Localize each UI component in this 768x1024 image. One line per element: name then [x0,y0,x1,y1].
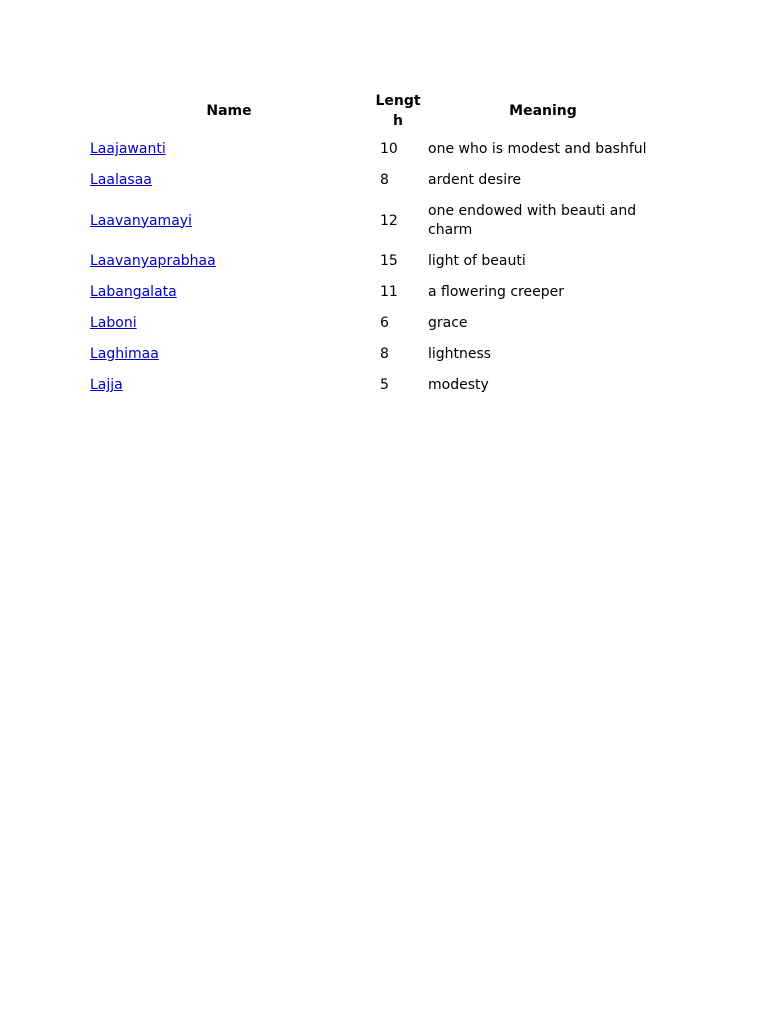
meaning-cell: one endowed with beauti and charm [428,203,637,238]
meaning-cell: one who is modest and bashful [428,141,647,157]
table-row [84,277,664,308]
name-cell [84,134,374,165]
length-cell: 6 [380,315,389,331]
column-header-name: Name [206,103,252,119]
name-cell [84,308,374,339]
name-link[interactable]: Laavanyaprabhaa [90,253,216,269]
name-cell [84,246,374,277]
length-cell: 5 [380,377,389,393]
name-link[interactable]: Laavanyamayi [90,212,192,229]
meaning-cell: light of beauti [428,253,526,269]
meaning-cell: modesty [428,377,489,393]
length-cell: 12 [380,212,398,229]
name-cell [84,339,374,370]
meaning-cell: grace [428,315,468,331]
name-link[interactable]: Laghimaa [90,346,159,362]
column-header-meaning: Meaning [509,103,577,119]
table-row [84,246,664,277]
meaning-cell: a flowering creeper [428,284,564,300]
length-cell: 8 [380,172,389,188]
length-cell: 15 [380,253,398,269]
column-header-length: Length [375,93,421,129]
table-row [84,339,664,370]
name-link[interactable]: Lajja [90,377,123,393]
name-cell [84,370,374,401]
name-cell [84,196,374,246]
table-row [84,370,664,401]
table-row [84,196,664,246]
table-row [84,308,664,339]
length-cell: 11 [380,284,398,300]
length-cell: 8 [380,346,389,362]
names-table [84,88,664,401]
name-link[interactable]: Laboni [90,315,137,331]
length-cell: 10 [380,141,398,157]
name-link[interactable]: Laajawanti [90,141,166,157]
name-link[interactable]: Laalasaa [90,172,152,188]
name-cell [84,165,374,196]
name-cell [84,277,374,308]
header-row [84,88,664,134]
table-row [84,165,664,196]
table-row [84,134,664,165]
name-link[interactable]: Labangalata [90,284,177,300]
meaning-cell: lightness [428,346,492,362]
meaning-cell: ardent desire [428,172,522,188]
